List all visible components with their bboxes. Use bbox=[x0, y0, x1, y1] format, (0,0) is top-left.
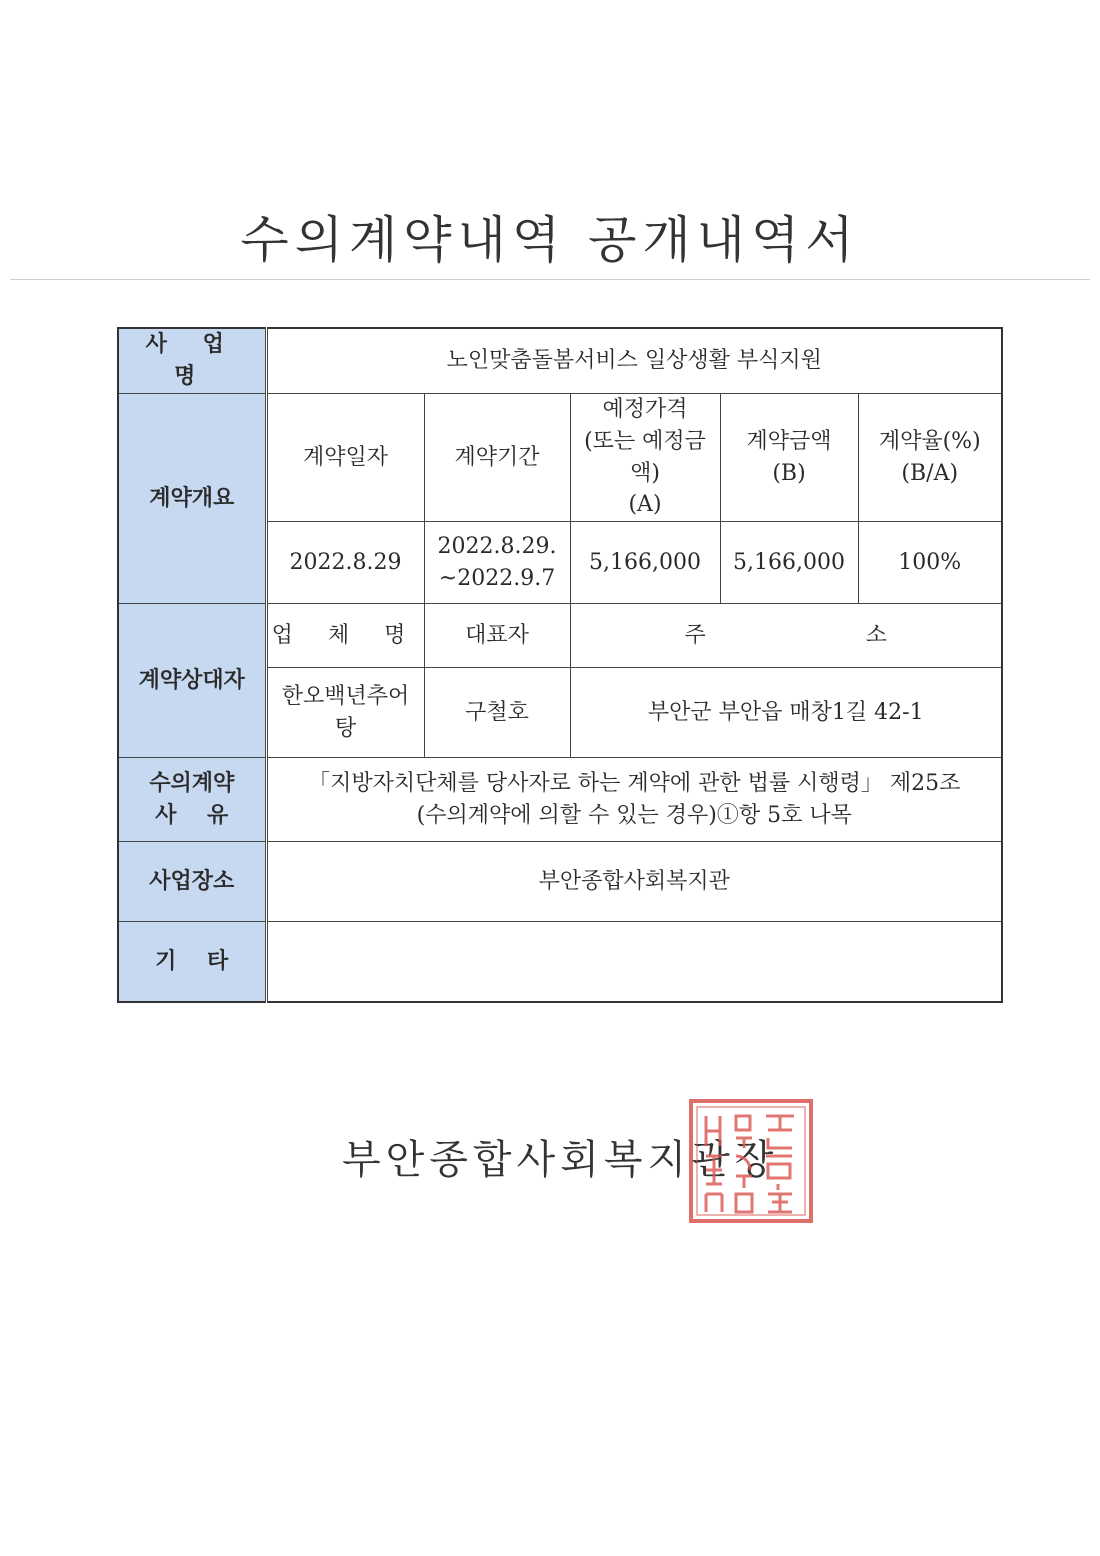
value-representative: 구철호 bbox=[424, 668, 570, 758]
site-value: 부안종합사회복지관 bbox=[266, 842, 1002, 922]
business-name-label: 사 업 명 bbox=[118, 328, 266, 393]
value-contract-period bbox=[424, 522, 570, 604]
value-contract-date: 2022.8.29 bbox=[266, 522, 424, 604]
header-representative: 대표자 bbox=[424, 604, 570, 668]
amount-line1: 계약금액 bbox=[746, 428, 832, 454]
value-company: 한오백년추어탕 bbox=[266, 668, 424, 758]
reason-label-line1: 수의계약 bbox=[149, 770, 235, 796]
row-reason bbox=[118, 758, 1002, 842]
header-estimated-price bbox=[570, 393, 720, 522]
reason-line2: (수의계약에 의할 수 있는 경우)①항 5호 나목 bbox=[416, 802, 852, 828]
row-site bbox=[118, 842, 1002, 922]
value-estimated-price: 5,166,000 bbox=[570, 522, 720, 604]
business-name-value: 노인맞춤돌봄서비스 일상생활 부식지원 bbox=[266, 328, 1002, 393]
issuer-name: 부안종합사회복지관장 bbox=[342, 1137, 779, 1183]
value-address: 부안군 부안읍 매창1길 42-1 bbox=[570, 668, 1002, 758]
row-counterparty-headers bbox=[118, 604, 1002, 668]
header-contract-rate bbox=[858, 393, 1002, 522]
title-divider bbox=[10, 279, 1090, 280]
value-contract-rate: 100% bbox=[858, 522, 1002, 604]
contract-overview-label: 계약개요 bbox=[118, 393, 266, 604]
etc-value bbox=[266, 922, 1002, 1002]
estimated-line2: (또는 예정금액) bbox=[584, 428, 706, 486]
official-seal-icon bbox=[688, 1098, 814, 1224]
period-line2: ~2022.9.7 bbox=[438, 565, 556, 591]
value-contract-amount: 5,166,000 bbox=[720, 522, 858, 604]
address-char-2: 소 bbox=[865, 622, 888, 648]
estimated-line1: 예정가격 bbox=[602, 396, 688, 422]
row-business-name bbox=[118, 328, 1002, 393]
etc-label: 기 타 bbox=[118, 922, 266, 1002]
rate-line1: 계약율(%) bbox=[878, 428, 981, 454]
estimated-line3: (A) bbox=[628, 492, 662, 518]
reason-line1: 「지방자치단체를 당사자로 하는 계약에 관한 법률 시행령」 제25조 bbox=[308, 770, 961, 796]
contract-disclosure-table bbox=[117, 327, 1003, 1003]
header-contract-date: 계약일자 bbox=[266, 393, 424, 522]
document-title: 수의계약내역 공개내역서 bbox=[240, 211, 860, 269]
rate-line2: (B/A) bbox=[901, 460, 959, 486]
counterparty-label: 계약상대자 bbox=[118, 604, 266, 758]
site-label: 사업장소 bbox=[118, 842, 266, 922]
address-char-1: 주 bbox=[684, 622, 706, 648]
header-contract-period: 계약기간 bbox=[424, 393, 570, 522]
header-contract-amount bbox=[720, 393, 858, 522]
reason-label bbox=[118, 758, 266, 842]
reason-label-line2: 사 유 bbox=[155, 802, 229, 828]
amount-line2: (B) bbox=[772, 460, 806, 486]
header-company: 업 체 명 bbox=[266, 604, 424, 668]
period-line1: 2022.8.29. bbox=[437, 533, 557, 559]
row-etc bbox=[118, 922, 1002, 1002]
row-contract-headers bbox=[118, 393, 1002, 522]
header-address bbox=[570, 604, 1002, 668]
reason-value bbox=[266, 758, 1002, 842]
